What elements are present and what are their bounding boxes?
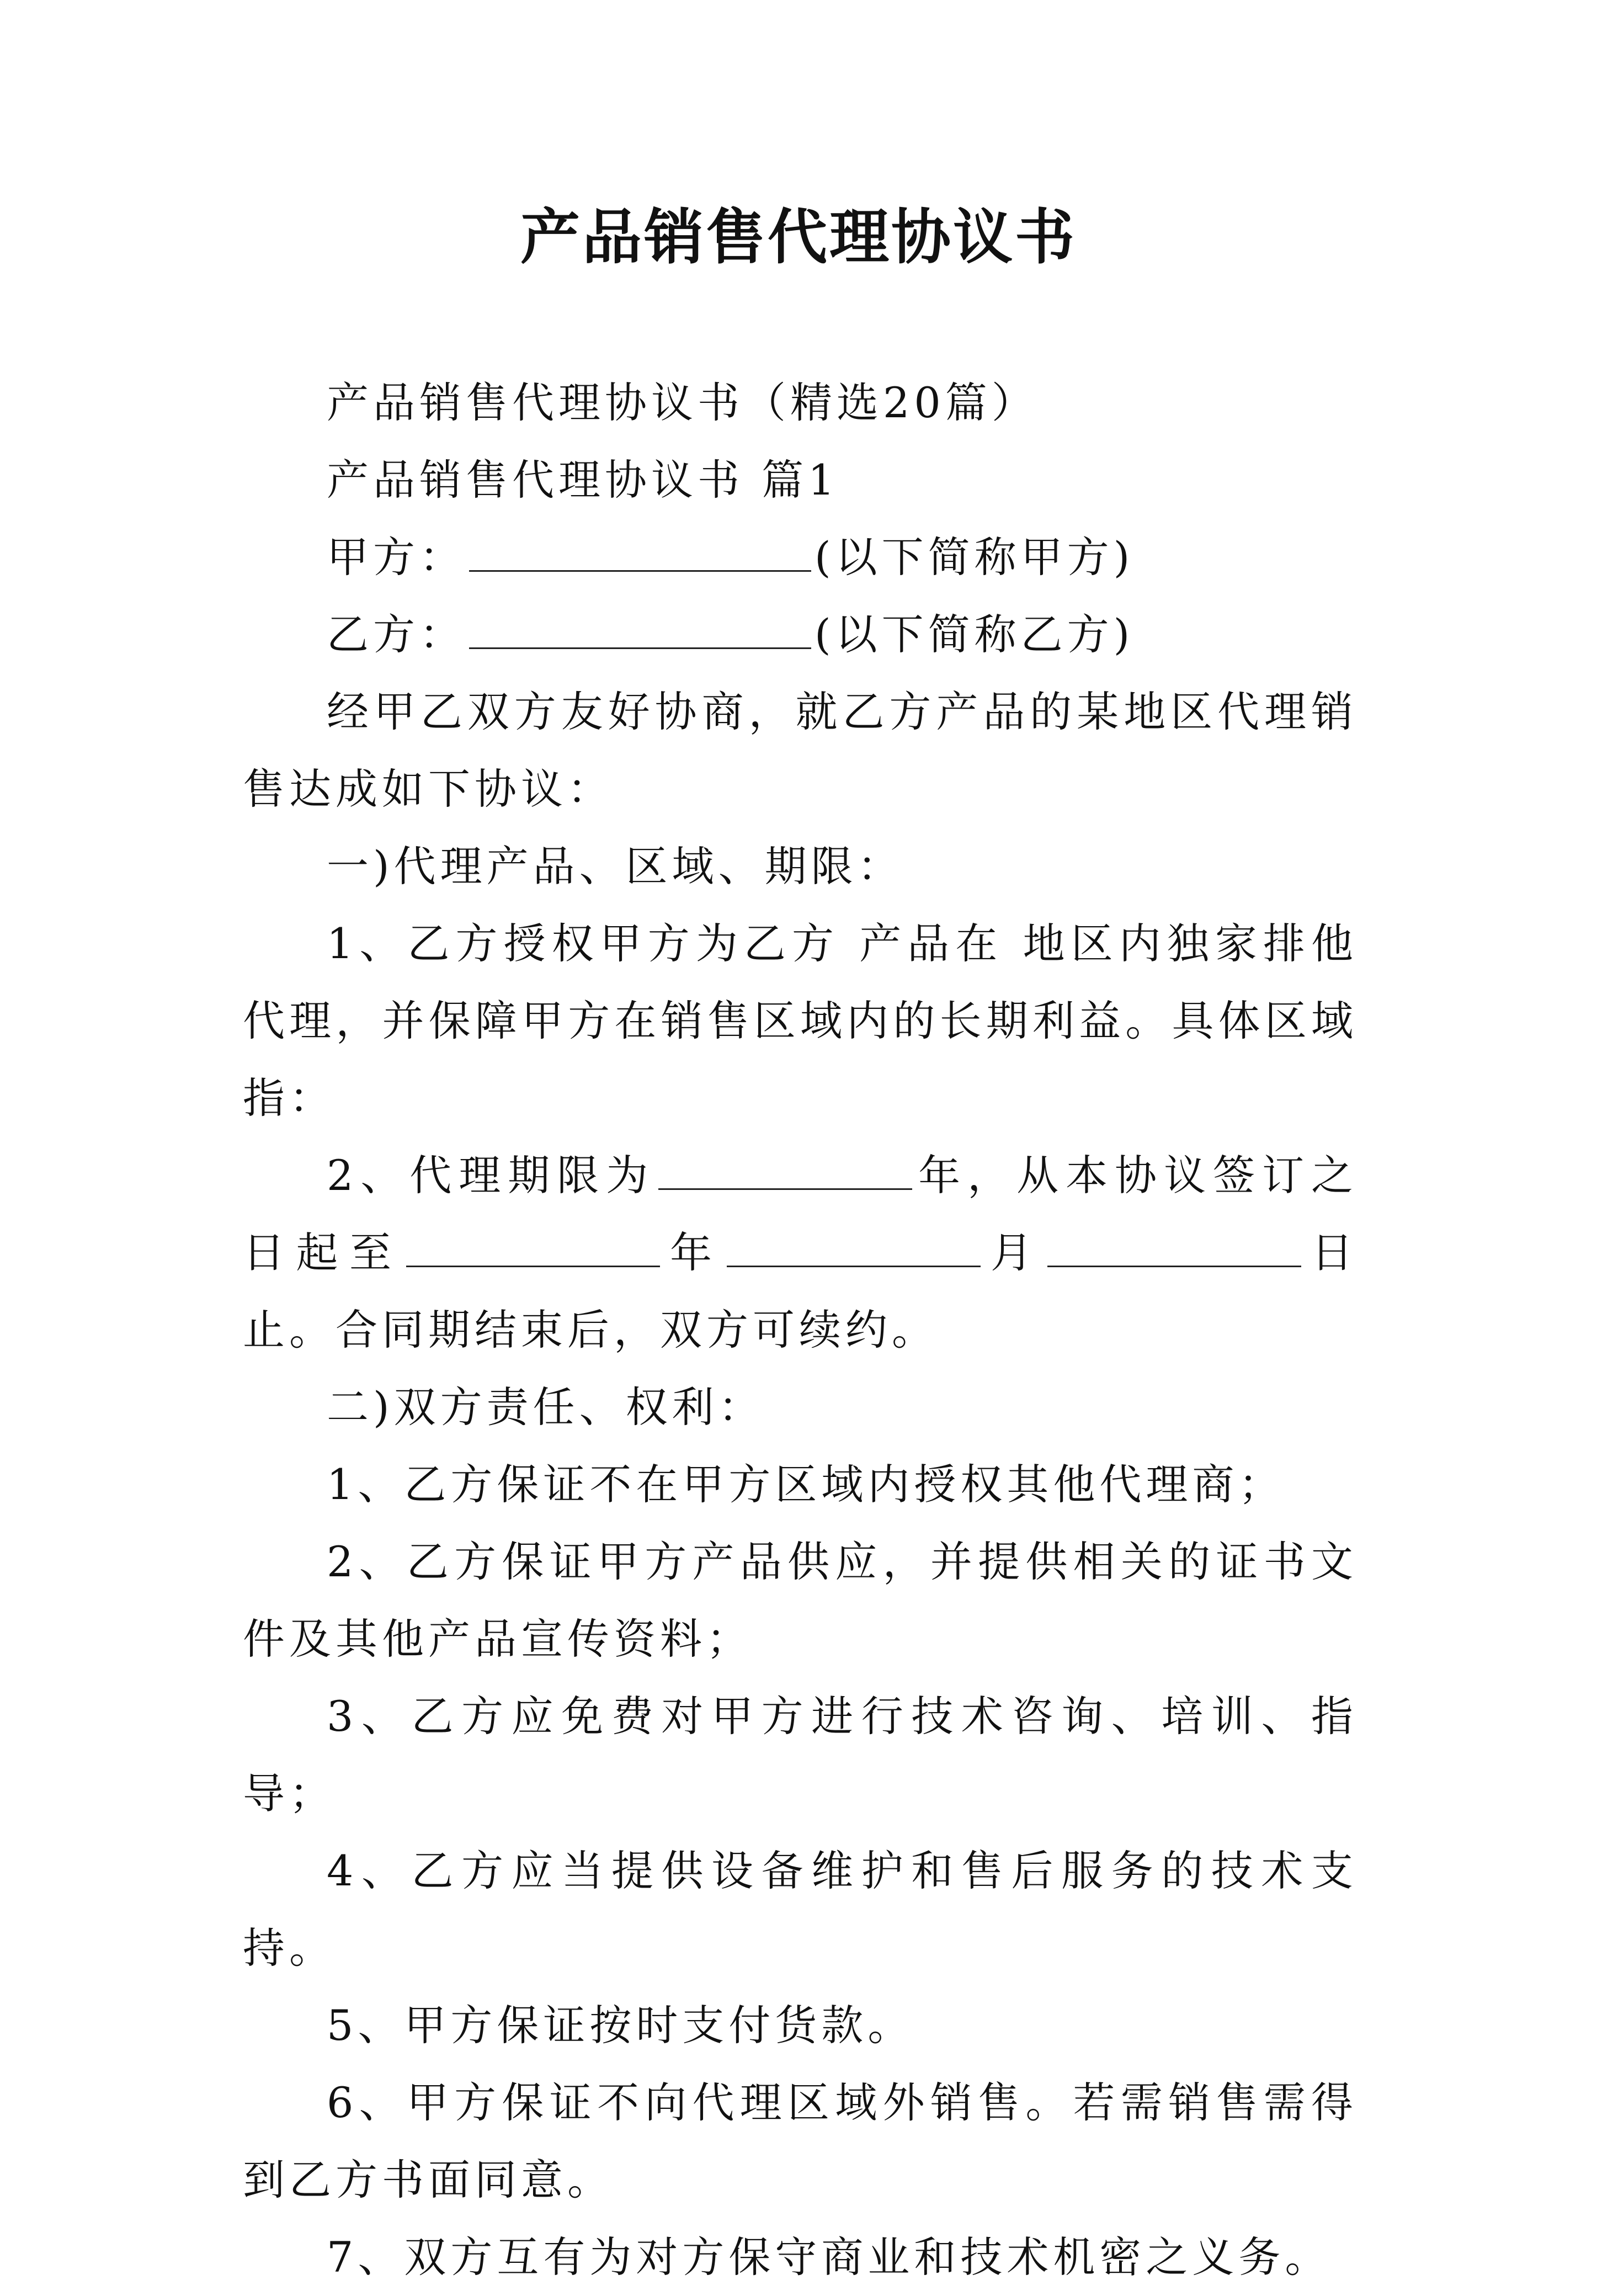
end-day-blank <box>1047 1227 1301 1267</box>
document-body <box>243 364 1358 2296</box>
part2-item-6: 6、甲方保证不向代理区域外销售。若需销售需得到乙方书面同意。 <box>243 2078 1358 2204</box>
party-b-suffix: (以下简称乙方) <box>815 610 1135 659</box>
section-heading: 产品销售代理协议书 篇1 <box>327 455 839 504</box>
subtitle: 产品销售代理协议书（精选20篇） <box>327 378 1038 427</box>
term-prefix: 2、代理期限为 <box>327 1151 656 1200</box>
end-year-blank <box>406 1227 660 1267</box>
term-years-blank <box>658 1150 912 1190</box>
part2-item-3: 3、乙方应免费对甲方进行技术咨询、培训、指导； <box>243 1692 1358 1818</box>
document-title: 产品销售代理协议书 <box>520 203 1077 272</box>
party-b-label: 乙方： <box>327 610 466 659</box>
month-label: 月 <box>983 1228 1044 1277</box>
party-b-blank <box>469 609 811 649</box>
party-a-line <box>243 519 1358 596</box>
part2-item-2: 2、乙方保证甲方产品供应，并提供相关的证书文件及其他产品宣传资料； <box>243 1537 1358 1663</box>
part2-item-7: 7、双方互有为对方保守商业和技术机密之义务。 <box>327 2233 1332 2282</box>
part2-item-4: 4、乙方应当提供设备维护和售后服务的技术支持。 <box>243 1846 1358 1973</box>
part2-item-5: 5、甲方保证按时支付货款。 <box>327 2001 914 2050</box>
intro-paragraph: 经甲乙双方友好协商，就乙方产品的某地区代理销售达成如下协议： <box>243 687 1358 814</box>
part1-item-2 <box>243 1137 1358 1369</box>
term-suffix: 日止。合同期结束后，双方可续约。 <box>243 1228 1358 1354</box>
part2-item-1: 1、乙方保证不在甲方区域内授权其他代理商； <box>327 1460 1285 1509</box>
end-month-blank <box>727 1227 981 1267</box>
term-middle: 年，从本协议签订之日起至 <box>243 1151 1358 1277</box>
party-a-suffix: (以下简称甲方) <box>815 533 1135 582</box>
party-b-line <box>243 596 1358 673</box>
part1-heading: 一)代理产品、区域、期限： <box>327 842 904 891</box>
party-a-label: 甲方： <box>327 533 466 582</box>
year-label: 年 <box>663 1228 723 1277</box>
party-a-blank <box>469 532 811 572</box>
part2-heading: 二)双方责任、权利： <box>327 1383 765 1432</box>
part1-item-1: 1、乙方授权甲方为乙方 产品在 地区内独家排他代理，并保障甲方在销售区域内的长期利益。具体区域指： <box>243 919 1358 1123</box>
